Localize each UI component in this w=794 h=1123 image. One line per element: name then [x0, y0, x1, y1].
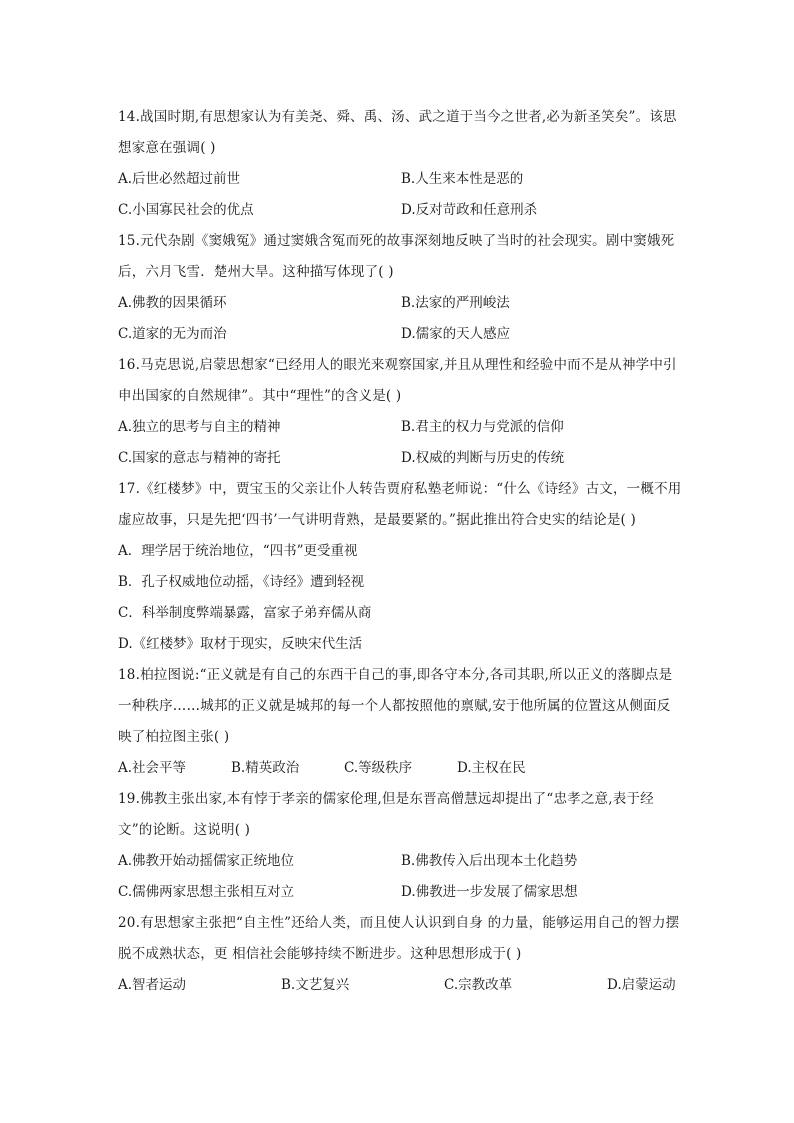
option-b: B.文艺复兴 — [281, 977, 350, 993]
option-b: B.佛教传入后出现本土化趋势 — [401, 853, 578, 869]
option-d: D.佛教进一步发展了儒家思想 — [401, 884, 578, 900]
option-d: D.主权在民 — [457, 760, 526, 776]
option-row — [118, 319, 684, 350]
option-b: B.君主的权力与党派的信仰 — [401, 419, 564, 435]
option-b: B.人生来本性是恶的 — [401, 171, 524, 187]
question-15 — [118, 226, 684, 350]
option-row — [118, 195, 684, 226]
question-stem: 15.元代杂剧《窦娥冤》通过窦娥含冤而死的故事深刻地反映了当时的社会现实。剧中窦娥死后，六月飞雪．楚州大旱。这种描写体现了( ) — [118, 233, 675, 280]
option-b: B.精英政治 — [231, 760, 300, 776]
question-stem: 19.佛教主张出家,本有悖于孝亲的儒家伦理,但是东晋高僧慧远却提出了“忠孝之意,表于经文”的论断。这说明( ) — [118, 791, 654, 838]
option-d: D.《红楼梦》取材于现实，反映宋代生活 — [118, 636, 363, 652]
option-a: A.社会平等 — [118, 760, 187, 776]
option-c: C.宗教改革 — [444, 977, 513, 993]
option-row — [118, 753, 684, 784]
option-row — [118, 412, 684, 443]
option-row — [118, 536, 684, 567]
option-row — [118, 443, 684, 474]
question-19 — [118, 784, 684, 908]
option-b: B．孔子权威地位动摇，《诗经》遭到轻视 — [118, 574, 365, 590]
option-d: D.权威的判断与历史的传统 — [401, 450, 565, 466]
question-stem: 18.柏拉图说:“正义就是有自己的东西干自己的事,即各守本分,各司其职,所以正义的落脚点是一种秩序……城邦的正义就是城邦的每一个人都按照他的禀赋,安于他所属的位置这从侧面反映了柏拉图主张( ) — [118, 667, 673, 745]
question-14 — [118, 102, 684, 226]
option-row — [118, 629, 684, 660]
question-stem: 14.战国时期,有思想家认为有美尧、舜、禹、汤、武之道于当今之世者,必为新圣笑矣”。该思想家意在强调( ) — [118, 109, 677, 156]
option-c: C.小国寡民社会的优点 — [118, 202, 254, 218]
option-row — [118, 164, 684, 195]
option-row — [118, 598, 684, 629]
option-row — [118, 288, 684, 319]
question-18 — [118, 660, 684, 784]
option-row — [118, 567, 684, 598]
option-a: A.佛教开始动摇儒家正统地位 — [118, 853, 295, 869]
option-d: D.启蒙运动 — [607, 977, 676, 993]
option-d: D.儒家的天人感应 — [401, 326, 511, 342]
option-row — [118, 970, 684, 1001]
question-stem: 16.马克思说,启蒙思想家“已经用人的眼光来观察国家,并且从理性和经验中而不是从神学中引申出国家的自然规律”。其中“理性”的含义是( ) — [118, 357, 677, 404]
option-c: C.国家的意志与精神的寄托 — [118, 450, 281, 466]
option-c: C.等级秩序 — [344, 760, 413, 776]
option-row — [118, 877, 684, 908]
question-list — [118, 102, 684, 1001]
option-c: C.道家的无为而治 — [118, 326, 227, 342]
option-c: C.儒佛两家思想主张相互对立 — [118, 884, 295, 900]
question-stem: 20.有思想家主张把“自主性”还给人类，而且使人认识到自身 的力量，能够运用自己的智力摆脱不成熟状态，更 相信社会能够持续不断进步。这种思想形成于( ) — [118, 915, 680, 962]
question-stem: 17.《红楼梦》中，贾宝玉的父亲让仆人转告贾府私塾老师说：“什么《诗经》古文，一概不用虚应故事，只是先把‘四书’一气讲明背熟，是最要紧的。”据此推出符合史实的结论是( ) — [118, 481, 682, 528]
option-a: A.智者运动 — [118, 977, 187, 993]
option-a: A.佛教的因果循环 — [118, 295, 227, 311]
question-20 — [118, 908, 684, 1001]
option-b: B.法家的严刑峻法 — [401, 295, 510, 311]
option-c: C．科举制度弊端暴露，富家子弟弃儒从商 — [118, 605, 372, 621]
question-17 — [118, 474, 684, 660]
option-d: D.反对苛政和任意刑杀 — [401, 202, 538, 218]
option-a: A．理学居于统治地位，“四书”更受重视 — [118, 543, 358, 559]
option-row — [118, 846, 684, 877]
option-a: A.后世必然超过前世 — [118, 171, 241, 187]
question-16 — [118, 350, 684, 474]
option-a: A.独立的思考与自主的精神 — [118, 419, 281, 435]
